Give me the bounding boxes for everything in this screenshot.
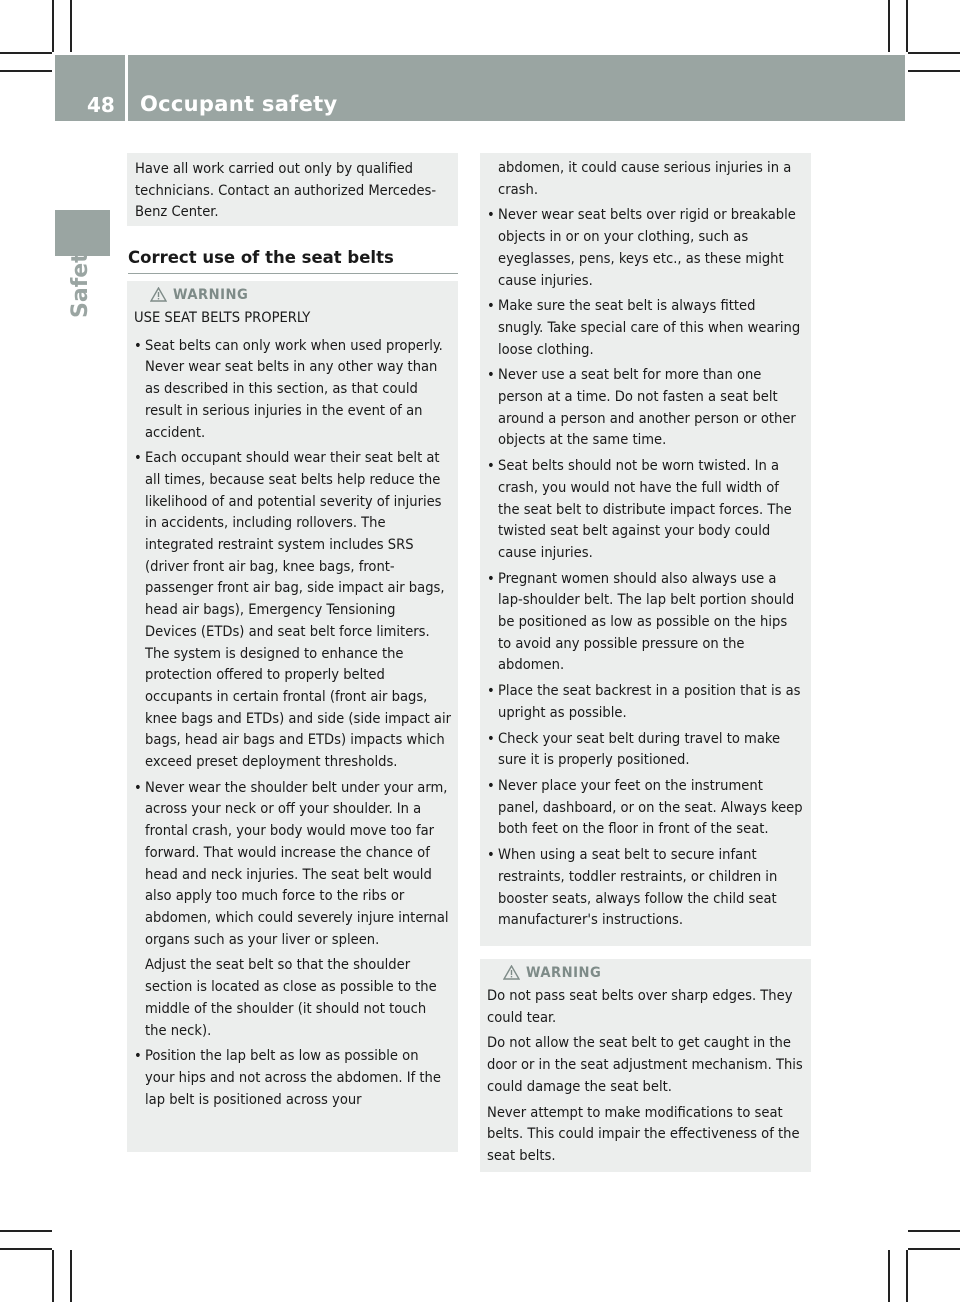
crop-mark xyxy=(70,0,72,52)
warning-box-1 xyxy=(127,281,458,1152)
warning-header xyxy=(503,964,804,981)
warning-label: WARNING xyxy=(173,286,249,303)
side-section-label: Safety xyxy=(68,237,93,318)
crop-mark xyxy=(0,70,52,72)
list-item-followup: Adjust the seat belt so that the shoulder section is located as close as possible to the middle of the shoulder (it should not touch the neck). xyxy=(145,956,437,1039)
list-item: • Never place your feet on the instrument panel, dashboard, or on the seat. Always keep both feet on the floor in front of the seat. xyxy=(487,775,804,840)
crop-mark xyxy=(908,1248,960,1250)
crop-mark xyxy=(888,1250,890,1302)
warning-box-1-continued xyxy=(480,153,811,946)
list-item: • Make sure the seat belt is always fitted snugly. Take special care of this when wearing loose clothing. xyxy=(487,295,804,360)
crop-mark xyxy=(908,70,960,72)
warning-box-2 xyxy=(480,959,811,1172)
list-item: • Seat belts can only work when used properly. Never wear seat belts in any other way than as described in this section, as that could result in serious injuries in the event of an accident. xyxy=(134,335,451,444)
list-item: • Never wear the shoulder belt under your arm, across your neck or off your shoulder. In a frontal crash, your body would move too far forward. That would increase the chance of head and neck injuries. The seat belt would also apply too much force to the ribs or abdomen, which could severely injure internal organs such as your liver or spleen. xyxy=(134,777,451,951)
list-item: • Seat belts should not be worn twisted. In a crash, you would not have the full width of the seat belt to distribute impact forces. The twisted seat belt against your body could cause injuries. xyxy=(487,455,804,564)
list-item: • Each occupant should wear their seat belt at all times, because seat belts help reduce the likelihood of and potential severity of injuries in accidents, including rollovers. The integrated restraint system includes SRS (driver front air bag, knee bags, front-passenger front air bag, side impact air bags, head air bags), Emergency Tensioning Devices (ETDs) and seat belt force limiters. The system is designed to enhance the protection offered to properly belted occupants in certain frontal (front air bags, knee bags and ETDs) and side (side impact air bags, head air bags and ETDs) impacts which exceed preset deployment thresholds. xyxy=(134,447,451,773)
header-divider xyxy=(125,55,128,121)
crop-mark xyxy=(52,1250,54,1302)
list-item-continued: abdomen, it could cause serious injuries in a crash. xyxy=(498,159,792,198)
warning-triangle-icon xyxy=(150,287,167,302)
crop-mark xyxy=(908,1230,960,1232)
section-heading: Correct use of the seat belts xyxy=(128,248,458,274)
list-item: • Never use a seat belt for more than one person at a time. Do not fasten a seat belt around a person and another person or other objects at the same time. xyxy=(487,364,804,451)
warning-paragraph: Never attempt to make modifications to seat belts. This could impair the effectiveness of the seat belts. xyxy=(487,1103,800,1164)
list-item: • Place the seat backrest in a position that is as upright as possible. xyxy=(487,680,804,723)
warning-label: WARNING xyxy=(526,964,602,981)
list-item: • Check your seat belt during travel to make sure it is properly positioned. xyxy=(487,728,804,771)
chapter-title: Occupant safety xyxy=(140,92,338,116)
list-item: • When using a seat belt to secure infant restraints, toddler restraints, or children in booster seats, always follow the child seat manufacturer's instructions. xyxy=(487,844,804,931)
page-number: 48 xyxy=(87,93,115,117)
warning-triangle-icon xyxy=(503,965,520,980)
list-item: • Pregnant women should also always use a lap-shoulder belt. The lap belt portion should be positioned as low as possible on the hips to avoid any possible pressure on the abdomen. xyxy=(487,568,804,677)
note-box xyxy=(127,153,458,226)
crop-mark xyxy=(0,1230,52,1232)
crop-mark xyxy=(0,1248,52,1250)
crop-mark xyxy=(0,52,52,54)
list-item: • Never wear seat belts over rigid or breakable objects in or on your clothing, such as eyeglasses, pens, keys etc., as these might cause injuries. xyxy=(487,204,804,291)
warning-header xyxy=(150,286,451,303)
warning-subheading: USE SEAT BELTS PROPERLY xyxy=(134,309,311,326)
warning-paragraph: Do not pass seat belts over sharp edges. They could tear. xyxy=(487,987,793,1026)
note-text: Have all work carried out only by qualified technicians. Contact an authorized Mercedes-Benz Center. xyxy=(135,160,437,221)
list-item: • Position the lap belt as low as possible on your hips and not across the abdomen. If the lap belt is positioned across your xyxy=(134,1045,451,1110)
crop-mark xyxy=(52,0,54,52)
crop-mark xyxy=(70,1250,72,1302)
crop-mark xyxy=(906,0,908,52)
crop-mark xyxy=(908,52,960,54)
crop-mark xyxy=(906,1250,908,1302)
warning-paragraph: Do not allow the seat belt to get caught in the door or in the seat adjustment mechanism. This could damage the seat belt. xyxy=(487,1034,803,1095)
crop-mark xyxy=(888,0,890,52)
